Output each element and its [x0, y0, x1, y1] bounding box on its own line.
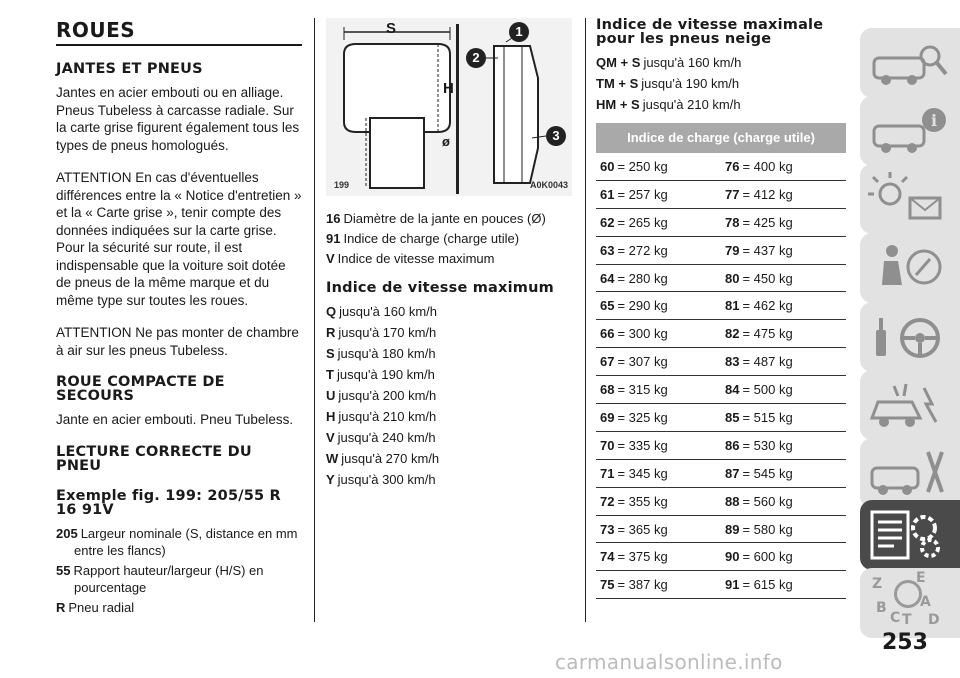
load-index-key: 72 — [600, 493, 615, 509]
column-middle — [326, 18, 572, 492]
callout-1: 1 — [509, 22, 529, 42]
load-index-key: 65 — [600, 298, 615, 314]
table-cell — [596, 298, 721, 313]
table-cell — [721, 438, 846, 453]
snow-speed-item-text: jusqu'à 160 km/h — [643, 55, 742, 70]
snow-speed-item — [596, 96, 846, 113]
load-index-value: = 355 kg — [617, 493, 668, 509]
definition-item-key: 205 — [56, 525, 78, 541]
table-row — [596, 432, 846, 460]
index-letter: T — [902, 612, 912, 628]
load-index-value: = 290 kg — [617, 298, 668, 314]
speed-index-item — [326, 324, 572, 341]
speed-index-item-key: Q — [326, 304, 337, 319]
example-heading: Exemple fig. 199: 205/55 R 16 91V — [56, 487, 281, 518]
watermark: carmanualsonline.info — [555, 650, 783, 674]
load-index-key: 68 — [600, 382, 615, 398]
definition-item — [56, 562, 302, 596]
load-index-key: 60 — [600, 158, 615, 174]
tyre-section-figure — [326, 18, 572, 196]
speed-index-item — [326, 450, 572, 467]
definition-item-text: Largeur nominale (S, distance en mm entre les flancs) — [74, 525, 298, 558]
index-letter: B — [876, 600, 887, 616]
speed-index-item-key: S — [326, 346, 335, 361]
chapter-tab-5[interactable] — [860, 302, 960, 372]
tyre-section-diagram — [326, 18, 572, 196]
load-index-key: 89 — [725, 521, 740, 537]
load-index-value: = 307 kg — [617, 354, 668, 370]
load-index-key: 91 — [725, 577, 740, 593]
table-row — [596, 181, 846, 209]
table-cell — [721, 466, 846, 481]
definition-item — [326, 250, 572, 267]
speed-index-item-key: W — [326, 451, 339, 466]
definition-item-text: Diamètre de la jante en pouces (Ø) — [343, 211, 546, 226]
snow-speed-item-text: jusqu'à 190 km/h — [641, 76, 740, 91]
table-cell — [596, 159, 721, 174]
table-cell — [596, 577, 721, 592]
table-cell — [596, 466, 721, 481]
table-cell — [596, 522, 721, 537]
load-index-key: 64 — [600, 270, 615, 286]
chapter-tab-6[interactable] — [860, 370, 960, 440]
load-index-value: = 272 kg — [617, 242, 668, 258]
load-index-table — [596, 123, 846, 599]
index-letter: Z — [872, 576, 883, 592]
load-index-value: = 437 kg — [742, 242, 793, 258]
definition-item — [326, 210, 572, 227]
load-index-key: 88 — [725, 493, 740, 509]
definition-item-key: V — [326, 251, 335, 266]
chapter-tab-1[interactable] — [860, 28, 960, 98]
load-index-table-body — [596, 153, 846, 599]
snow-speed-item — [596, 54, 846, 71]
table-cell — [721, 326, 846, 341]
load-index-value: = 515 kg — [742, 409, 793, 425]
snow-speed-item-text: jusqu'à 210 km/h — [642, 97, 741, 112]
snow-speed-item-key: QM + S — [596, 55, 641, 70]
speed-index-item-key: U — [326, 388, 336, 403]
table-cell — [596, 187, 721, 202]
car-search-icon — [868, 36, 948, 90]
speed-index-item-text: jusqu'à 170 km/h — [338, 325, 437, 340]
page-title: ROUES — [56, 18, 302, 46]
table-cell — [596, 215, 721, 230]
speed-index-item-text: jusqu'à 190 km/h — [336, 367, 435, 382]
lecture-heading: LECTURE CORRECTE DU PNEU — [56, 443, 252, 474]
table-row — [596, 320, 846, 348]
attention-carte-grise: ATTENTION En cas d'éventuelles différences entre la « Notice d'entretien » et la « Carte grise », tenir compte des données indiquées sur la carte grise. Pour la sécurité sur route, il est indispensable que la voiture soit dotée de pneus de la même marque et du même type sur toutes les roues. — [56, 170, 302, 308]
table-row — [596, 265, 846, 293]
definition-item-text: Rapport hauteur/largeur (H/S) en pourcentage — [73, 562, 264, 595]
table-cell — [721, 159, 846, 174]
tyre-code-definitions — [56, 525, 302, 616]
speed-index-item-text: jusqu'à 240 km/h — [337, 430, 436, 445]
load-index-value: = 412 kg — [742, 186, 793, 202]
speed-index-item — [326, 471, 572, 488]
load-index-key: 83 — [725, 354, 740, 370]
load-index-value: = 345 kg — [617, 465, 668, 481]
table-cell — [721, 187, 846, 202]
table-row — [596, 237, 846, 265]
speed-index-item — [326, 345, 572, 362]
compact-spare-text: Jante en acier embouti. Pneu Tubeless. — [56, 412, 294, 427]
index-letter: D — [928, 612, 940, 628]
table-cell — [596, 243, 721, 258]
page-number: 253 — [882, 630, 928, 655]
load-index-key: 86 — [725, 437, 740, 453]
load-index-value: = 365 kg — [617, 521, 668, 537]
speed-index-item-key: R — [326, 325, 336, 340]
load-index-value: = 530 kg — [742, 437, 793, 453]
table-cell — [721, 549, 846, 564]
load-index-key: 90 — [725, 549, 740, 565]
definition-item-key: 16 — [326, 211, 341, 226]
table-row — [596, 543, 846, 571]
table-cell — [596, 326, 721, 341]
table-cell — [596, 549, 721, 564]
load-index-key: 61 — [600, 186, 615, 202]
load-index-key: 69 — [600, 409, 615, 425]
load-index-value: = 462 kg — [742, 298, 793, 314]
jantes-heading: JANTES ET PNEUS — [56, 61, 203, 77]
speed-index-heading: Indice de vitesse maximum — [326, 280, 554, 296]
load-index-value: = 500 kg — [742, 382, 793, 398]
column-divider — [585, 18, 586, 622]
load-index-key: 77 — [725, 186, 740, 202]
table-row — [596, 209, 846, 237]
load-index-value: = 487 kg — [742, 354, 793, 370]
airbag-seat-icon — [868, 241, 948, 295]
load-index-value: = 315 kg — [617, 382, 668, 398]
chapter-tab-index[interactable] — [860, 568, 960, 638]
table-cell — [596, 382, 721, 397]
load-index-key: 67 — [600, 354, 615, 370]
table-row — [596, 571, 846, 599]
table-row — [596, 404, 846, 432]
car-service-icon — [868, 446, 948, 500]
load-index-value: = 400 kg — [742, 158, 793, 174]
snow-speed-heading: Indice de vitesse maximale pour les pneus neige — [596, 17, 824, 47]
speed-index-list — [326, 303, 572, 488]
label-s: S — [386, 20, 397, 37]
speed-index-item-text: jusqu'à 210 km/h — [338, 409, 437, 424]
jantes-text: Jantes en acier embouti ou en alliage. Pneus Tubeless à carcasse radiale. Sur la carte grise figurent également tous les types de pneus homologués. — [56, 85, 300, 153]
table-cell — [721, 410, 846, 425]
figure-number: 199 — [334, 180, 350, 190]
table-cell — [721, 243, 846, 258]
table-cell — [721, 298, 846, 313]
snow-speed-list — [596, 54, 846, 113]
table-row — [596, 516, 846, 544]
chapter-tab-4[interactable] — [860, 233, 960, 303]
index-icon — [894, 580, 922, 608]
load-index-key: 74 — [600, 549, 615, 565]
load-index-key: 63 — [600, 242, 615, 258]
table-row — [596, 460, 846, 488]
speed-index-item-text: jusqu'à 300 km/h — [337, 472, 436, 487]
definition-item — [56, 525, 302, 559]
load-index-value: = 280 kg — [617, 270, 668, 286]
definition-item-text: Pneu radial — [68, 599, 135, 615]
load-index-key: 87 — [725, 465, 740, 481]
load-index-key: 80 — [725, 270, 740, 286]
speed-index-item-text: jusqu'à 200 km/h — [338, 388, 437, 403]
label-diameter: ø — [442, 134, 450, 149]
column-divider — [314, 18, 315, 622]
load-index-key: 66 — [600, 326, 615, 342]
table-cell — [721, 577, 846, 592]
load-index-key: 62 — [600, 214, 615, 230]
definition-item-text: Indice de charge (charge utile) — [343, 231, 520, 246]
table-cell — [596, 410, 721, 425]
table-cell — [721, 494, 846, 509]
table-cell — [596, 271, 721, 286]
load-index-key: 85 — [725, 409, 740, 425]
snow-speed-item-key: HM + S — [596, 97, 640, 112]
definition-item — [326, 230, 572, 247]
chapter-tab-2[interactable] — [860, 96, 960, 166]
load-index-value: = 545 kg — [742, 465, 793, 481]
load-index-key: 82 — [725, 326, 740, 342]
index-letter: E — [916, 570, 926, 586]
compact-spare-heading: ROUE COMPACTE DE SECOURS — [56, 374, 225, 404]
technical-data-icon — [868, 508, 948, 562]
load-index-table-title: Indice de charge (charge utile) — [596, 123, 846, 153]
speed-index-item-text: jusqu'à 270 km/h — [341, 451, 440, 466]
column-right — [596, 18, 846, 599]
load-index-value: = 425 kg — [742, 214, 793, 230]
table-cell — [721, 382, 846, 397]
label-h: H — [443, 80, 454, 97]
table-cell — [596, 438, 721, 453]
definition-item — [56, 599, 302, 616]
speed-index-item — [326, 303, 572, 320]
car-info-icon — [868, 104, 948, 158]
speed-index-item — [326, 366, 572, 383]
table-cell — [596, 354, 721, 369]
load-index-key: 84 — [725, 382, 740, 398]
tyre-code-definitions-cont — [326, 210, 572, 267]
load-index-value: = 387 kg — [617, 577, 668, 593]
chapter-tab-8[interactable] — [860, 500, 960, 570]
table-row — [596, 292, 846, 320]
car-crash-icon — [868, 378, 948, 432]
load-index-value: = 335 kg — [617, 437, 668, 453]
speed-index-item-key: T — [326, 367, 334, 382]
load-index-value: = 325 kg — [617, 409, 668, 425]
load-index-value: = 600 kg — [742, 549, 793, 565]
load-index-value: = 257 kg — [617, 186, 668, 202]
svg-text:i: i — [931, 111, 938, 130]
load-index-key: 79 — [725, 242, 740, 258]
speed-index-item — [326, 408, 572, 425]
speed-index-item-key: H — [326, 409, 336, 424]
snow-speed-item — [596, 75, 846, 92]
load-index-key: 70 — [600, 437, 615, 453]
chapter-tab-7[interactable] — [860, 438, 960, 508]
speed-index-item — [326, 387, 572, 404]
load-index-key: 71 — [600, 465, 615, 481]
speed-index-item-text: jusqu'à 160 km/h — [339, 304, 437, 319]
table-cell — [721, 522, 846, 537]
load-index-value: = 300 kg — [617, 326, 668, 342]
speed-index-item-key: Y — [326, 472, 335, 487]
callout-3: 3 — [546, 126, 566, 146]
definition-item-key: R — [56, 599, 66, 615]
load-index-key: 76 — [725, 158, 740, 174]
load-index-value: = 475 kg — [742, 326, 793, 342]
load-index-value: = 265 kg — [617, 214, 668, 230]
speed-index-item-key: V — [326, 430, 335, 445]
load-index-value: = 450 kg — [742, 270, 793, 286]
speed-index-item — [326, 429, 572, 446]
attention-tubeless: ATTENTION Ne pas monter de chambre à air sur les pneus Tubeless. — [56, 325, 299, 358]
index-letter: A — [920, 594, 931, 610]
definition-item-key: 55 — [56, 562, 71, 578]
steering-key-icon — [868, 310, 948, 364]
speed-index-item-text: jusqu'à 180 km/h — [337, 346, 436, 361]
chapter-tab-3[interactable] — [860, 164, 960, 234]
index-letter: C — [890, 610, 901, 626]
load-index-value: = 560 kg — [742, 493, 793, 509]
snow-speed-item-key: TM + S — [596, 76, 639, 91]
figure-code: A0K0043 — [529, 180, 568, 190]
load-index-value: = 375 kg — [617, 549, 668, 565]
load-index-value: = 250 kg — [617, 158, 668, 174]
definition-item-text: Indice de vitesse maximum — [337, 251, 495, 266]
load-index-key: 75 — [600, 577, 615, 593]
table-cell — [721, 271, 846, 286]
callout-2: 2 — [466, 48, 486, 68]
table-row — [596, 376, 846, 404]
load-index-key: 73 — [600, 521, 615, 537]
table-cell — [721, 215, 846, 230]
warning-lights-icon — [868, 172, 948, 226]
load-index-value: = 580 kg — [742, 521, 793, 537]
load-index-value: = 615 kg — [742, 577, 793, 593]
table-cell — [721, 354, 846, 369]
definition-item-key: 91 — [326, 231, 341, 246]
table-row — [596, 488, 846, 516]
table-row — [596, 348, 846, 376]
load-index-key: 78 — [725, 214, 740, 230]
table-cell — [596, 494, 721, 509]
table-row — [596, 153, 846, 181]
load-index-key: 81 — [725, 298, 740, 314]
column-left — [56, 18, 302, 619]
